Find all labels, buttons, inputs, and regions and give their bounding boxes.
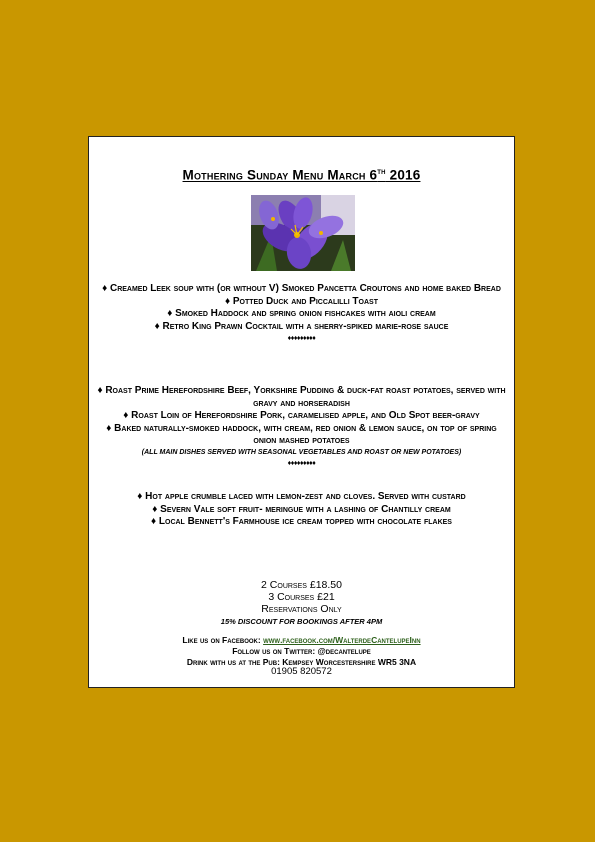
list-item: ♦ Roast Prime Herefordshire Beef, Yorkshire Pudding & duck-fat roast potatoes, served with gravy and horseradish (97, 385, 506, 409)
crocus-photo (251, 195, 355, 271)
address-line: Drink with us at the Pub: Kempsey Worcestershire WR5 3NA (186, 656, 417, 667)
desserts-section (95, 491, 508, 529)
list-item: ♦ Local Bennett's Farmhouse ice cream topped with chocolate flakes (151, 516, 452, 528)
prices (89, 579, 514, 628)
list-item: ♦ Roast Loin of Herefordshire Pork, caramelised apple, and Old Spot beer-gravy (123, 410, 480, 422)
menu-title: Mothering Sunday Menu March 6th 2016 (182, 167, 421, 183)
facebook-link[interactable]: www.facebook.com/WalterdeCantelupeInn (263, 635, 421, 645)
contact-info (89, 635, 514, 678)
reservations-note: Reservations Only (261, 603, 342, 616)
price-three-courses: 3 Courses £21 (268, 591, 335, 604)
list-item: ♦ Severn Vale soft fruit- meringue with a lashing of Chantilly cream (152, 503, 451, 515)
phone-number: 01905 820572 (271, 666, 332, 678)
menu-card (88, 136, 515, 688)
mains-note: (ALL MAIN DISHES SERVED WITH SEASONAL VEGETABLES AND ROAST OR NEW POTATOES) (141, 448, 462, 456)
list-item: ♦ Retro King Prawn Cocktail with a sherry-spiked marie-rose sauce (154, 320, 449, 332)
list-item: ♦ Hot apple crumble laced with lemon-zest and cloves. Served with custard (137, 491, 466, 502)
list-item: ♦ Smoked Haddock and spring onion fishcakes with aioli cream (167, 308, 436, 320)
mains-section (95, 385, 508, 469)
twitter-line: Follow us on Twitter: @decantelupe (232, 645, 371, 656)
list-item: ♦ Potted Duck and Piccalilli Toast (225, 295, 378, 307)
list-item: ♦ Baked naturally-smoked haddock, with cream, red onion & lemon sauce, on top of spring onion mashed potatoes (106, 422, 497, 447)
divider: ♦♦♦♦♦♦♦♦♦ (287, 335, 316, 343)
price-two-courses: 2 Courses £18.50 (261, 579, 342, 591)
divider: ♦♦♦♦♦♦♦♦♦ (287, 459, 316, 467)
list-item: ♦ Creamed Leek soup with (or without V) Smoked Pancetta Croutons and home baked Bread (102, 283, 501, 294)
facebook-line: Like us on Facebook: www.facebook.com/WalterdeCantelupeInn (182, 635, 421, 645)
starters-section (95, 283, 508, 344)
discount-note: 15% DISCOUNT FOR BOOKINGS AFTER 4PM (220, 616, 383, 626)
